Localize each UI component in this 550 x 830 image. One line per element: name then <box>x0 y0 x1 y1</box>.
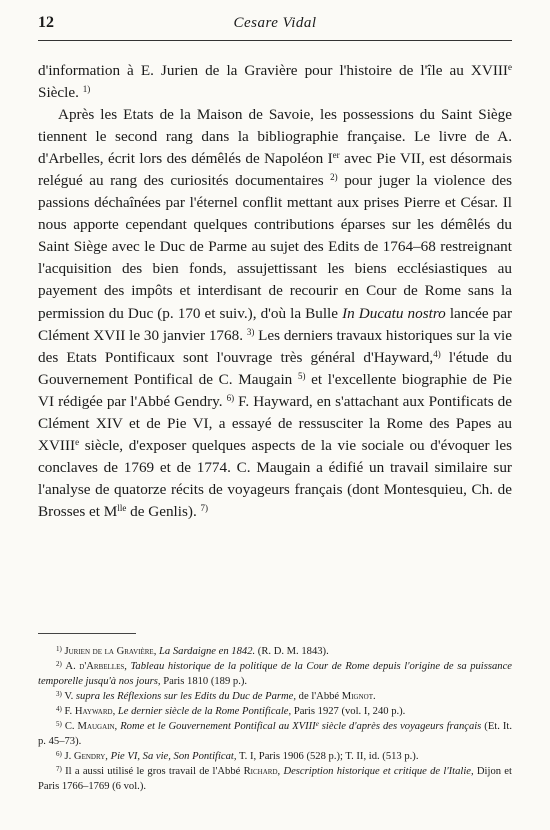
header-rule <box>38 40 512 41</box>
paragraph-2: Après les Etats de la Maison de Savoie, les possessions du Saint Siège tiennent le second rang dans la bibliographie française. Le livre de A. d'Arbelles, écrit lors des démêlés de Napoléon Ier avec Pie VII, est désormais relégué au rang des curiosités documentaires $^{2)}$ pour juger la violence des passions déchaînées par l'éternel conflit mettant aux prises Pierre et César. Il nous apporte cependant quelques contributions éparses sur les démêlés du Saint Siège avec le Duc de Parme au sujet des Edits de 1764–68 restreignant l'acquisition des bien fonds, assujettissant les biens ecclésiastiques au payement des impôts et interdisant de recourir en Cour de Rome sans la permission du Duc (p. 170 et suiv.), d'où la Bulle In Ducatu nostro lancée par Clément XVII le 30 janvier 1768. $^{3)}$ Les derniers travaux historiques sur la vie des Etats Pontificaux sont l'ouvrage très général d'Hayward,$^{4)}$ l'étude du Gouvernement Pontifical de C. Maugain $^{5)}$ et l'excellente biographie de Pie VI rédigée par l'Abbé Gendry. $^{6)}$ F. Hayward, en s'attachant aux Pontificats de Clément XIV et de Pie VI, a essayé de ressusciter la Rome des Papes au XVIIIe siècle, d'exposer quelques aspects de la vie sociale ou d'évoquer les conclaves de 1769 et de 1774. C. Maugain a édifié un travail similaire sur l'analyse de quatorze récits de voyageurs français (dont Montesquieu, Ch. de Brosses et $M^{lle}$ de Genlis). $^{7)}$ <box>38 106 513 520</box>
footnote-5: $^{5)}$ C. Maugain, Rome et le Gouvernement Pontifical au XVIIIe siècle d'après des voyageurs français (Et. It. p. 45–73). <box>38 720 512 747</box>
footnote-6: $^{6)}$ J. Gendry, Pie VI, Sa vie, Son Pontificat, T. I, Paris 1906 (528 p.); T. II, id. (513 p.). <box>56 750 419 762</box>
footnote-7: $^{7)}$ Il a aussi utilisé le gros travail de l'Abbé Richard, Description historique et critique de l'Italie, Dijon et Paris 1766–1769 (6 vol.). <box>38 765 512 792</box>
footnote-ref-2: 2) <box>330 172 338 183</box>
footnote-ref-4: 4) <box>433 348 441 359</box>
footnotes <box>38 644 512 794</box>
running-head: Cesare Vidal <box>233 15 317 31</box>
page-header <box>38 14 512 38</box>
page-number: 12 <box>38 14 54 31</box>
main-text <box>38 60 512 523</box>
footnote-rule <box>38 633 136 634</box>
footnote-ref-7: 7) <box>200 502 209 513</box>
paragraph-1: d'information à E. Jurien de la Gravière pour l'histoire de l'île au XVIIIe Siècle. $^{1)}$ <box>38 62 512 102</box>
footnote-ref-5: 5) <box>297 370 306 381</box>
footnote-ref-1: 1) <box>82 84 91 95</box>
footnote-2: $^{2)}$ A. d'Arbelles, Tableau historique de la politique de la Cour de Rome depuis l'origine de sa puissance temporelle jusqu'à nos jours, Paris 1810 (189 p.). <box>38 660 512 687</box>
footnote-ref-6: 6) <box>226 392 235 403</box>
bulle-title: In Ducatu nostro <box>342 304 446 322</box>
footnote-3: $^{3)}$ V. supra les Réflexions sur les Edits du Duc de Parme, de l'Abbé Mignot. <box>56 690 376 702</box>
footnote-1: $^{1)}$ Jurien de la Gravière, La Sardaigne en 1842. (R. D. M. 1843). <box>56 645 329 657</box>
footnote-4: $^{4)}$ F. Hayward, Le dernier siècle de la Rome Pontificale, Paris 1927 (vol. I, 240 p.). <box>56 705 406 717</box>
footnote-ref-3: 3) <box>246 326 255 337</box>
